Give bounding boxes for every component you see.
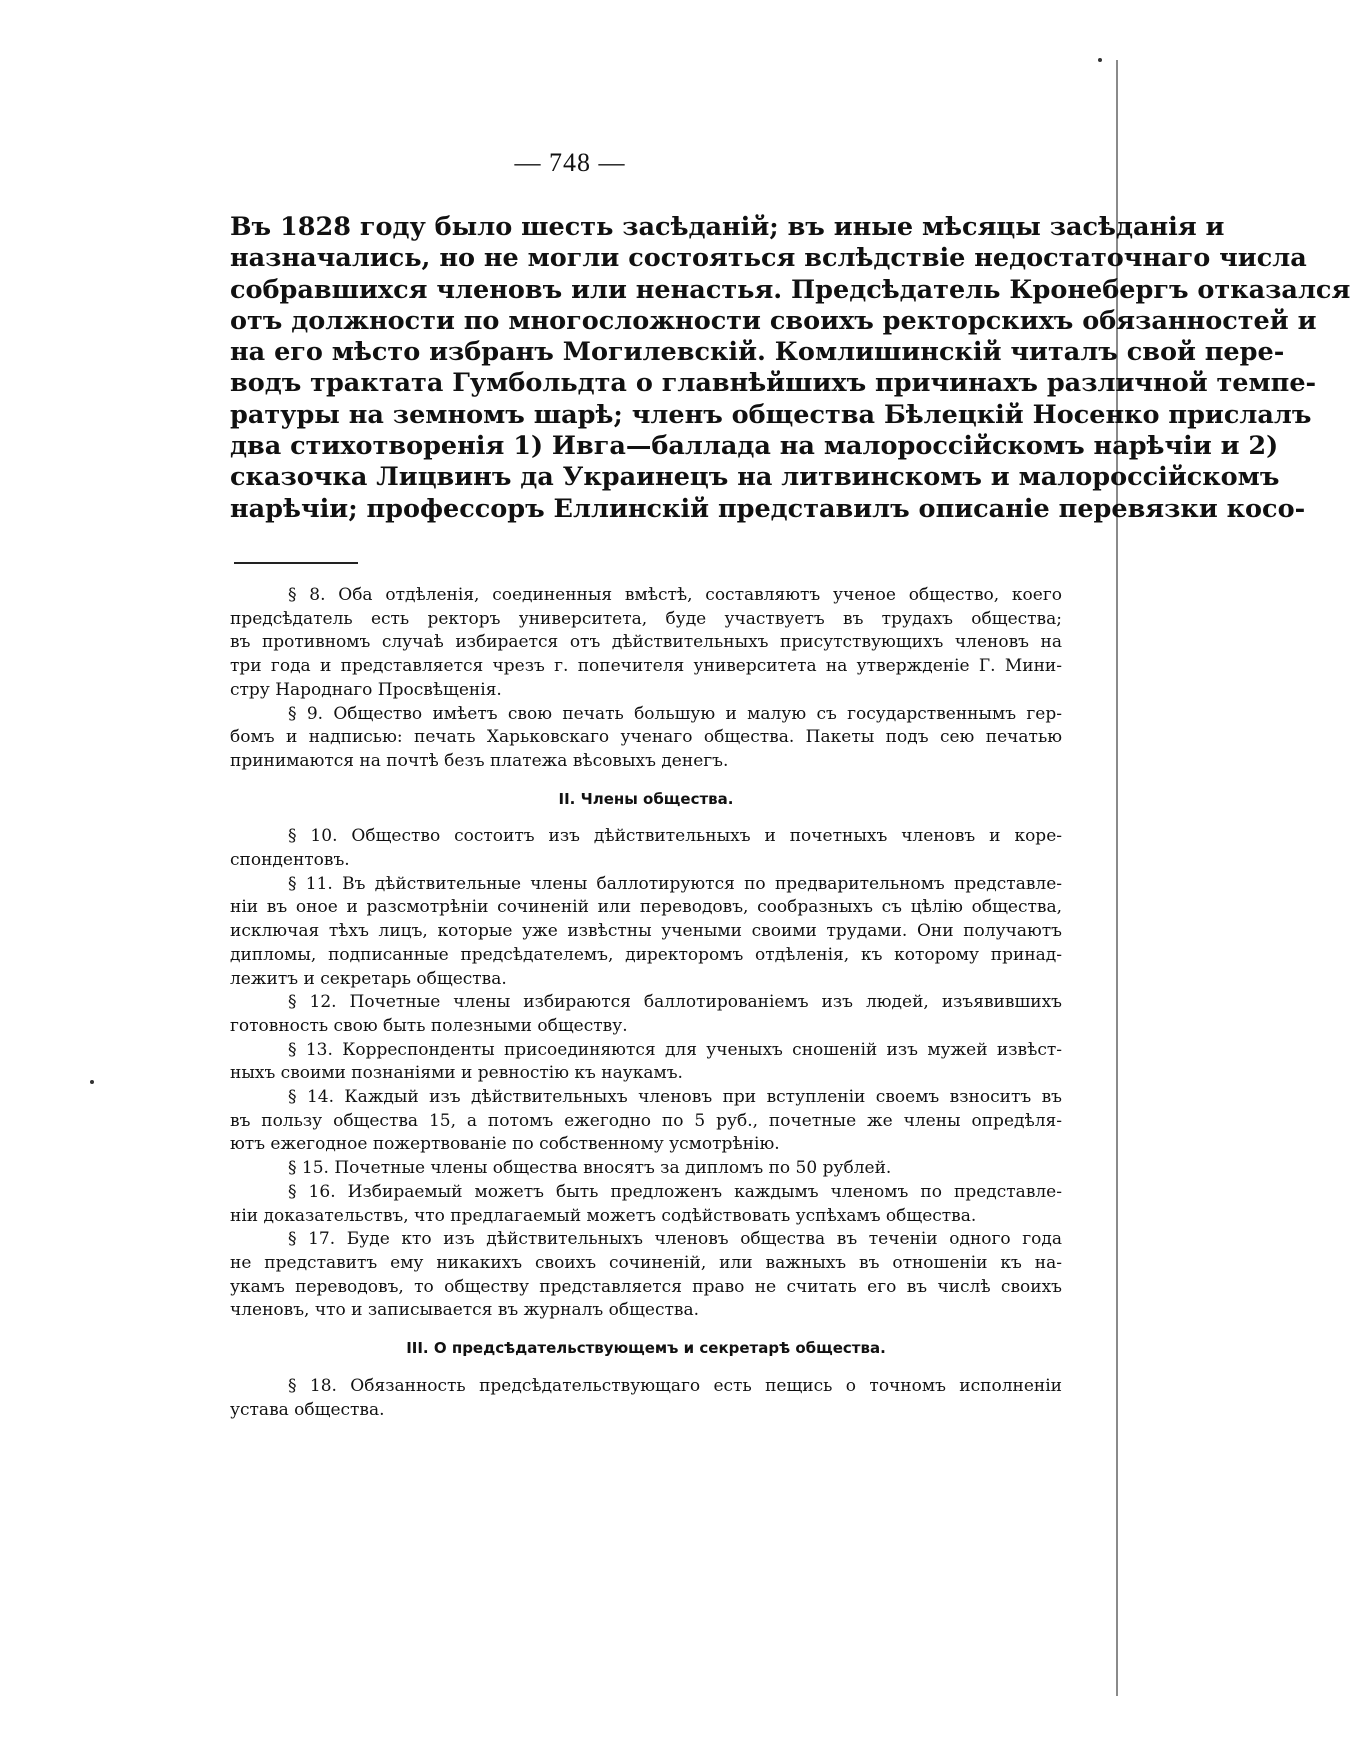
footnote-line: устава общества. bbox=[230, 1399, 385, 1420]
footnote-line: укамъ переводовъ, то обществу представляется право не считать его въ числѣ своихъ bbox=[230, 1276, 1062, 1297]
footnote-line: § 14. Каждый изъ дѣйствительныхъ членовъ при вступленіи своемъ взноситъ въ bbox=[288, 1087, 1062, 1108]
text-line: ратуры на земномъ шарѣ; членъ общества Бѣлецкій Носенко прислалъ bbox=[230, 399, 1312, 430]
section-8 bbox=[230, 584, 1062, 703]
footnote-line: въ пользу общества 15, а потомъ ежегодно по 5 руб., почетные же члены опредѣля- bbox=[230, 1110, 1062, 1131]
footnote-line: предсѣдатель есть ректоръ университета, буде участвуетъ въ трудахъ общества; bbox=[230, 608, 1062, 629]
section-12 bbox=[230, 991, 1062, 1038]
text-line: водъ трактата Гумбольдта о главнѣйшихъ причинахъ различной темпе- bbox=[230, 368, 1317, 399]
scan-speck bbox=[1098, 58, 1102, 62]
footnote-line: въ противномъ случаѣ избирается отъ дѣйствительныхъ присутствующихъ членовъ на bbox=[230, 632, 1062, 653]
section-16 bbox=[230, 1181, 1062, 1228]
text-line: два стихотворенія 1) Ивга—баллада на малороссійскомъ нарѣчіи и 2) bbox=[230, 431, 1279, 462]
footnote-line: принимаются на почтѣ безъ платежа вѣсовыхъ денегъ. bbox=[230, 750, 729, 771]
text-line: отъ должности по многосложности своихъ ректорскихъ обязанностей и bbox=[230, 305, 1317, 336]
section-13 bbox=[230, 1039, 1062, 1086]
text-line: сказочка Лицвинъ да Украинецъ на литвинскомъ и малороссійскомъ bbox=[230, 462, 1280, 493]
footnote-line: ныхъ своими познаніями и ревностію къ наукамъ. bbox=[230, 1063, 683, 1084]
footnote-line: лежитъ и секретарь общества. bbox=[230, 968, 507, 989]
section-18 bbox=[230, 1375, 1062, 1422]
footnote-line: исключая тѣхъ лицъ, которые уже извѣстны учеными своими трудами. Они получаютъ bbox=[230, 921, 1062, 942]
footnote-line: бомъ и надписью: печать Харьковскаго ученаго общества. Пакеты подъ сею печатью bbox=[230, 727, 1062, 748]
section-15 bbox=[230, 1157, 1062, 1181]
footnote-line: § 10. Общество состоитъ изъ дѣйствительныхъ и почетныхъ членовъ и коре- bbox=[288, 826, 1062, 847]
footnote-line: готовность свою быть полезными обществу. bbox=[230, 1015, 628, 1036]
text-line: на его мѣсто избранъ Могилевскій. Комлишинскій читалъ свой перe- bbox=[230, 337, 1285, 368]
footnote-line: спондентовъ. bbox=[230, 850, 350, 871]
footnote-line: три года и представляется чрезъ г. попечителя университета на утвержденіе Г. Мини- bbox=[230, 656, 1062, 677]
section-14 bbox=[230, 1086, 1062, 1157]
section-17 bbox=[230, 1228, 1062, 1323]
section-10 bbox=[230, 825, 1062, 872]
footnote-separator bbox=[234, 562, 358, 564]
text-line: собравшихся членовъ или ненастья. Предсѣдатель Кронебергъ отказался bbox=[230, 274, 1350, 305]
text-line: назначались, но не могли состояться вслѣдствіе недостаточнаго числа bbox=[230, 243, 1307, 274]
main-paragraph bbox=[230, 212, 1350, 525]
heading-chairman-secretary: III. О предсѣдательствующемъ и секретарѣ общества. bbox=[406, 1339, 886, 1358]
page-number: — 748 — bbox=[514, 148, 626, 177]
section-11 bbox=[230, 873, 1062, 992]
scan-speck bbox=[90, 1080, 94, 1084]
footnote-line: дипломы, подписанные предсѣдателемъ, директоромъ отдѣленія, къ которому принад- bbox=[230, 944, 1062, 965]
footnote-line: § 11. Въ дѣйствительные члены баллотируются по предварительномъ представле- bbox=[288, 873, 1062, 894]
footnote-line: ютъ ежегодное пожертвованіе по собственному усмотрѣнію. bbox=[230, 1134, 780, 1155]
text-line: Въ 1828 году было шесть засѣданій; въ иные мѣсяцы засѣданія и bbox=[230, 212, 1225, 242]
footnote-line: § 16. Избираемый можетъ быть предложенъ каждымъ членомъ по представле- bbox=[288, 1181, 1062, 1202]
footnote-line: § 15. Почетные члены общества вносятъ за дипломъ по 50 рублей. bbox=[288, 1158, 892, 1179]
heading-members: II. Члены общества. bbox=[558, 789, 734, 808]
footnote-line: § 13. Корреспонденты присоединяются для ученыхъ сношеній изъ мужей извѣст- bbox=[288, 1039, 1062, 1060]
footnotes bbox=[230, 584, 1062, 1422]
footnote-line: § 12. Почетные члены избираются баллотированіемъ изъ людей, изъявившихъ bbox=[288, 992, 1062, 1013]
section-9 bbox=[230, 703, 1062, 774]
footnote-line: ніи доказательствъ, что предлагаемый можетъ содѣйствовать успѣхамъ общества. bbox=[230, 1205, 977, 1226]
footnote-line: § 17. Буде кто изъ дѣйствительныхъ членовъ общества въ теченіи одного года bbox=[288, 1229, 1062, 1250]
footnote-line: стру Народнаго Просвѣщенія. bbox=[230, 679, 502, 700]
footnote-line: § 9. Общество имѣетъ свою печать большую и малую съ государственнымъ гер- bbox=[288, 703, 1062, 724]
footnote-line: § 18. Обязанность предсѣдательствующаго есть пещись о точномъ исполненіи bbox=[288, 1375, 1062, 1396]
footnote-line: членовъ, что и записывается въ журналъ общества. bbox=[230, 1300, 699, 1321]
footnote-line: не представитъ ему никакихъ своихъ сочиненій, или важныхъ въ отношеніи къ на- bbox=[230, 1252, 1062, 1273]
footnote-line: ніи въ оное и разсмотрѣніи сочиненій или переводовъ, сообразныхъ съ цѣлію общества, bbox=[230, 897, 1062, 918]
text-line: нарѣчіи; профессоръ Еллинскій представилъ описаніе перевязки косо- bbox=[230, 493, 1306, 524]
footnote-line: § 8. Оба отдѣленія, соединенныя вмѣстѣ, составляютъ ученое общество, коего bbox=[288, 585, 1062, 605]
